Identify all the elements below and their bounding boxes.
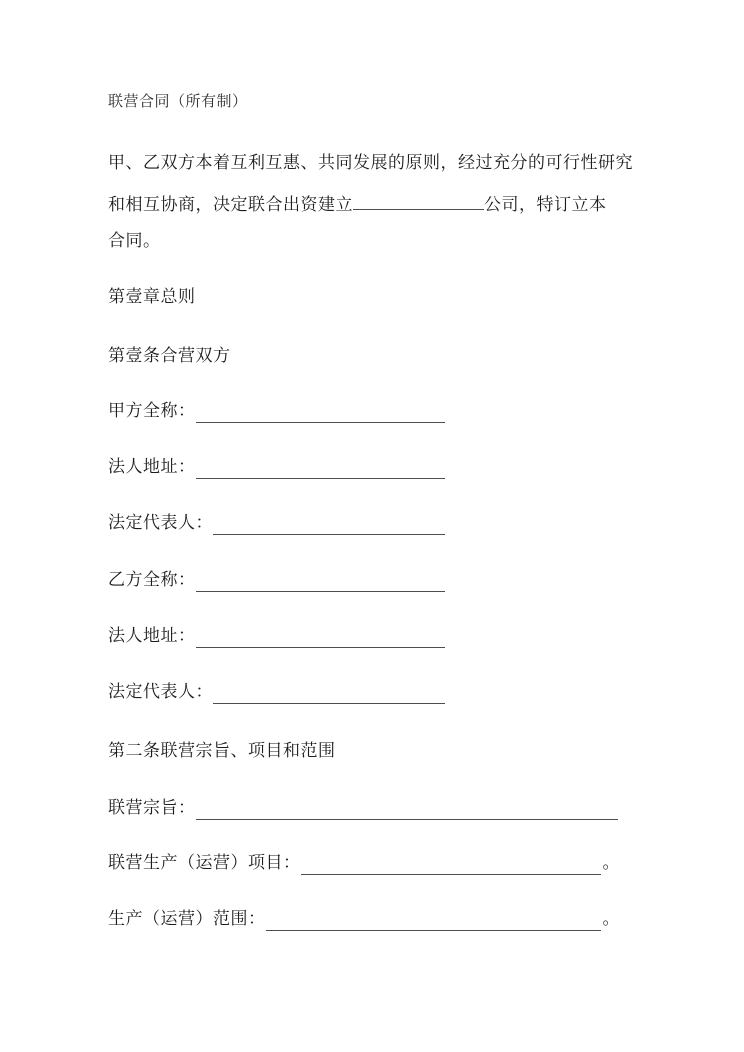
field-row-party-b-name	[108, 568, 445, 592]
field-suffix: 。	[602, 853, 620, 872]
jv-purpose-blank[interactable]	[196, 796, 619, 820]
field-row-party-a-address	[108, 455, 445, 479]
party-b-address-blank[interactable]	[196, 624, 446, 648]
field-row-party-a-name	[108, 399, 445, 423]
field-label: 联营宗旨：	[108, 798, 196, 817]
party-a-address-blank[interactable]	[196, 455, 446, 479]
production-scope-blank[interactable]	[266, 907, 601, 931]
field-row-jv-purpose	[108, 796, 620, 820]
intro-line-1: 甲、乙双方本着互利互惠、共同发展的原则，经过充分的可行性研究	[108, 153, 633, 172]
field-row-production-scope	[108, 907, 620, 931]
field-label: 法定代表人：	[108, 682, 213, 701]
article-2-heading: 第二条联营宗旨、项目和范围	[108, 741, 336, 760]
party-a-representative-blank[interactable]	[213, 511, 445, 535]
intro-line-2-before: 和相互协商，决定联合出资建立	[108, 194, 353, 214]
field-row-jv-production-project	[108, 851, 620, 875]
intro-line-2-after: 公司，特订立本	[484, 194, 607, 214]
field-label: 甲方全称：	[108, 401, 196, 420]
field-suffix: 。	[602, 909, 620, 928]
field-label: 生产（运营）范围：	[108, 909, 266, 928]
company-name-blank[interactable]	[353, 191, 484, 210]
party-b-representative-blank[interactable]	[213, 680, 445, 704]
party-a-name-blank[interactable]	[196, 399, 446, 423]
field-label: 乙方全称：	[108, 570, 196, 589]
intro-line-2	[108, 191, 638, 217]
field-row-party-b-address	[108, 624, 445, 648]
field-label: 联营生产（运营）项目：	[108, 853, 301, 872]
field-suffix	[618, 796, 620, 820]
article-1-heading: 第壹条合营双方	[108, 346, 231, 365]
chapter-1-heading: 第壹章总则	[108, 287, 196, 306]
field-label: 法人地址：	[108, 626, 196, 645]
party-b-name-blank[interactable]	[196, 568, 446, 592]
field-label: 法定代表人：	[108, 513, 213, 532]
field-row-party-a-representative	[108, 511, 445, 535]
field-row-party-b-representative	[108, 680, 445, 704]
intro-line-3: 合同。	[108, 231, 161, 250]
jv-production-project-blank[interactable]	[301, 851, 601, 875]
field-label: 法人地址：	[108, 457, 196, 476]
document-title: 联营合同（所有制）	[108, 94, 248, 110]
